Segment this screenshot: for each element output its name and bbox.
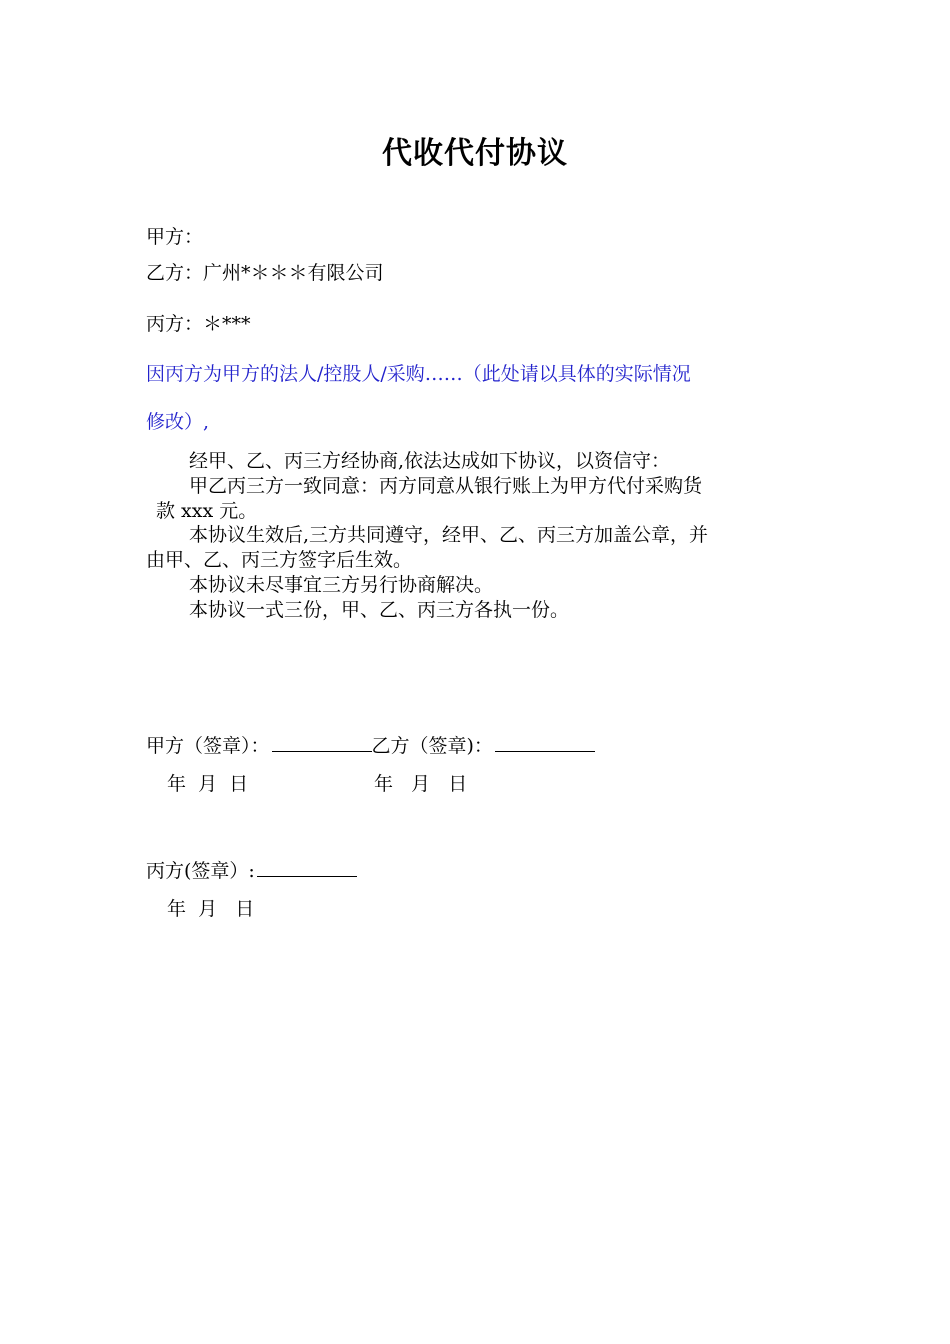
party-a-signature-label: 甲方（签章）： <box>146 735 270 757</box>
party-b-signature-label: 乙方（签章)： <box>371 735 493 757</box>
party-a-line: 甲方： <box>146 226 204 248</box>
paragraph-2-line-2: 款 xxx 元。 <box>156 500 258 522</box>
party-a-date: 年 月 日 <box>167 773 249 795</box>
paragraph-3-line-2: 由甲、乙、丙三方签字后生效。 <box>146 549 413 571</box>
party-c-signature-blank[interactable] <box>257 858 357 877</box>
party-b-signature-blank[interactable] <box>495 733 595 752</box>
paragraph-2-line-1: 甲乙丙三方一致同意：丙方同意从银行账上为甲方代付采购货 <box>189 475 703 497</box>
note-line-2: 修改）, <box>146 411 210 433</box>
party-b-line: 乙方：广州*＊＊＊有限公司 <box>146 262 384 284</box>
note-line-1: 因丙方为甲方的法人/控股人/采购……（此处请以具体的实际情况 <box>146 363 691 385</box>
party-b-date: 年 月 日 <box>374 773 468 795</box>
party-c-line: 丙方：＊*** <box>146 313 251 335</box>
paragraph-1: 经甲、乙、丙三方经协商,依法达成如下协议，以资信守： <box>189 450 671 472</box>
document-title: 代收代付协议 <box>382 136 568 171</box>
paragraph-5: 本协议一式三份，甲、乙、丙三方各执一份。 <box>189 599 570 621</box>
party-a-signature-blank[interactable] <box>272 733 372 752</box>
paragraph-4: 本协议未尽事宜三方另行协商解决。 <box>189 574 494 596</box>
signature-row-c <box>146 858 357 884</box>
party-c-signature-label: 丙方(签章）: <box>146 860 255 882</box>
party-c-date: 年 月 日 <box>167 898 255 920</box>
signature-row-ab <box>146 733 595 759</box>
paragraph-3-line-1: 本协议生效后,三方共同遵守，经甲、乙、丙三方加盖公章，并 <box>189 524 709 546</box>
